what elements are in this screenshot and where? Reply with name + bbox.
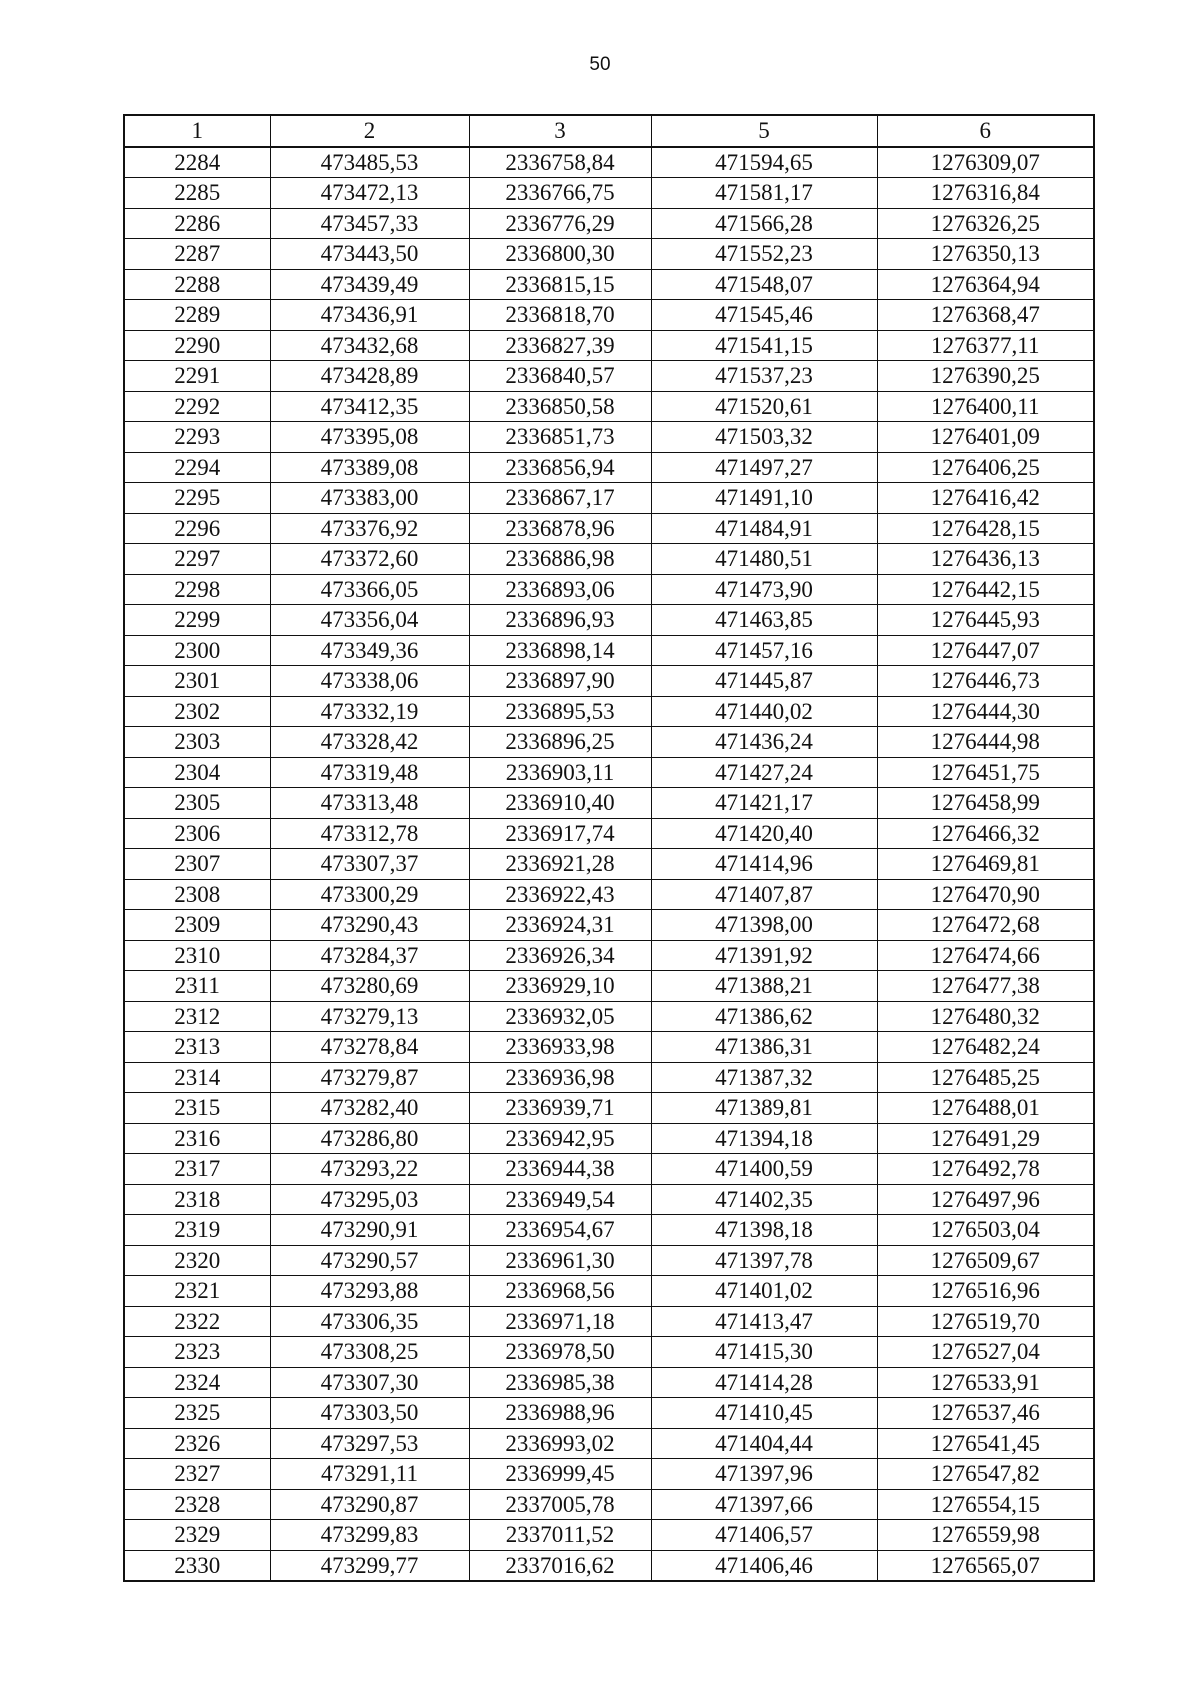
coord-cell: 2336932,05 [469, 1001, 651, 1032]
table-row [124, 1489, 1094, 1520]
coord-cell: 2336978,50 [469, 1337, 651, 1368]
coord-cell: 1276492,78 [877, 1154, 1094, 1185]
coord-cell: 473349,36 [270, 635, 469, 666]
coord-cell: 471397,78 [651, 1245, 877, 1276]
coord-cell: 1276446,73 [877, 666, 1094, 697]
coord-cell: 471388,21 [651, 971, 877, 1002]
coord-cell: 471541,15 [651, 330, 877, 361]
coord-cell: 471398,00 [651, 910, 877, 941]
coord-cell: 1276559,98 [877, 1520, 1094, 1551]
table-row [124, 239, 1094, 270]
coord-cell: 471503,32 [651, 422, 877, 453]
point-number-cell: 2291 [124, 361, 270, 392]
coord-cell: 1276470,90 [877, 879, 1094, 910]
point-number-cell: 2288 [124, 269, 270, 300]
coord-cell: 471548,07 [651, 269, 877, 300]
point-number-cell: 2325 [124, 1398, 270, 1429]
coord-cell: 473443,50 [270, 239, 469, 270]
point-number-cell: 2285 [124, 178, 270, 209]
coord-cell: 1276477,38 [877, 971, 1094, 1002]
coord-cell: 471436,24 [651, 727, 877, 758]
coord-cell: 471480,51 [651, 544, 877, 575]
coord-cell: 471420,40 [651, 818, 877, 849]
table-row [124, 1398, 1094, 1429]
point-number-cell: 2294 [124, 452, 270, 483]
coord-cell: 2336968,56 [469, 1276, 651, 1307]
coord-cell: 2336878,96 [469, 513, 651, 544]
coord-cell: 471581,17 [651, 178, 877, 209]
coord-cell: 1276497,96 [877, 1184, 1094, 1215]
point-number-cell: 2289 [124, 300, 270, 331]
coord-cell: 473278,84 [270, 1032, 469, 1063]
point-number-cell: 2284 [124, 147, 270, 178]
coord-cell: 473472,13 [270, 178, 469, 209]
table-row [124, 879, 1094, 910]
coord-cell: 471394,18 [651, 1123, 877, 1154]
coord-cell: 1276444,30 [877, 696, 1094, 727]
point-number-cell: 2295 [124, 483, 270, 514]
table-row [124, 635, 1094, 666]
table-row [124, 1032, 1094, 1063]
coord-cell: 471402,35 [651, 1184, 877, 1215]
table-row [124, 1001, 1094, 1032]
coord-cell: 2336840,57 [469, 361, 651, 392]
table-row [124, 1459, 1094, 1490]
coord-cell: 473432,68 [270, 330, 469, 361]
point-number-cell: 2307 [124, 849, 270, 880]
coord-cell: 1276458,99 [877, 788, 1094, 819]
point-number-cell: 2292 [124, 391, 270, 422]
coord-cell: 2336893,06 [469, 574, 651, 605]
coord-cell: 1276309,07 [877, 147, 1094, 178]
coord-cell: 473282,40 [270, 1093, 469, 1124]
point-number-cell: 2327 [124, 1459, 270, 1490]
coord-cell: 1276401,09 [877, 422, 1094, 453]
coord-cell: 2336896,25 [469, 727, 651, 758]
coord-cell: 473412,35 [270, 391, 469, 422]
coord-cell: 2336897,90 [469, 666, 651, 697]
coord-cell: 2336856,94 [469, 452, 651, 483]
point-number-cell: 2328 [124, 1489, 270, 1520]
coord-cell: 471491,10 [651, 483, 877, 514]
coord-cell: 473338,06 [270, 666, 469, 697]
coord-cell: 473439,49 [270, 269, 469, 300]
coord-cell: 2336985,38 [469, 1367, 651, 1398]
coord-cell: 473307,30 [270, 1367, 469, 1398]
coord-cell: 473328,42 [270, 727, 469, 758]
coord-cell: 471421,17 [651, 788, 877, 819]
coord-cell: 471445,87 [651, 666, 877, 697]
coord-cell: 471407,87 [651, 879, 877, 910]
coord-cell: 471484,91 [651, 513, 877, 544]
column-header: 3 [469, 115, 651, 147]
coord-cell: 471410,45 [651, 1398, 877, 1429]
coord-cell: 471406,46 [651, 1550, 877, 1581]
point-number-cell: 2317 [124, 1154, 270, 1185]
point-number-cell: 2304 [124, 757, 270, 788]
coord-cell: 2336867,17 [469, 483, 651, 514]
coord-cell: 473389,08 [270, 452, 469, 483]
table-row [124, 1154, 1094, 1185]
table-row [124, 300, 1094, 331]
point-number-cell: 2312 [124, 1001, 270, 1032]
coord-cell: 471520,61 [651, 391, 877, 422]
point-number-cell: 2319 [124, 1215, 270, 1246]
coord-cell: 473300,29 [270, 879, 469, 910]
table-row [124, 666, 1094, 697]
coord-cell: 2336954,67 [469, 1215, 651, 1246]
coord-cell: 471389,81 [651, 1093, 877, 1124]
point-number-cell: 2330 [124, 1550, 270, 1581]
coord-cell: 2336898,14 [469, 635, 651, 666]
table-row [124, 147, 1094, 178]
coord-cell: 1276527,04 [877, 1337, 1094, 1368]
coord-cell: 1276400,11 [877, 391, 1094, 422]
point-number-cell: 2302 [124, 696, 270, 727]
point-number-cell: 2305 [124, 788, 270, 819]
table-row [124, 208, 1094, 239]
coord-cell: 473290,43 [270, 910, 469, 941]
coord-cell: 473286,80 [270, 1123, 469, 1154]
coord-cell: 2336766,75 [469, 178, 651, 209]
table-row [124, 727, 1094, 758]
coord-cell: 471413,47 [651, 1306, 877, 1337]
coord-cell: 2336926,34 [469, 940, 651, 971]
point-number-cell: 2310 [124, 940, 270, 971]
coord-cell: 1276451,75 [877, 757, 1094, 788]
coord-cell: 471397,66 [651, 1489, 877, 1520]
coord-cell: 1276480,32 [877, 1001, 1094, 1032]
coord-cell: 473313,48 [270, 788, 469, 819]
coord-cell: 471552,23 [651, 239, 877, 270]
column-header: 5 [651, 115, 877, 147]
coord-cell: 1276326,25 [877, 208, 1094, 239]
coord-cell: 2336896,93 [469, 605, 651, 636]
point-number-cell: 2308 [124, 879, 270, 910]
coord-cell: 2336910,40 [469, 788, 651, 819]
table-row [124, 605, 1094, 636]
coord-cell: 473376,92 [270, 513, 469, 544]
coord-cell: 471427,24 [651, 757, 877, 788]
table-row [124, 1520, 1094, 1551]
coord-cell: 473383,00 [270, 483, 469, 514]
point-number-cell: 2301 [124, 666, 270, 697]
column-header: 2 [270, 115, 469, 147]
table-row [124, 1367, 1094, 1398]
coord-cell: 2336961,30 [469, 1245, 651, 1276]
coord-cell: 2336827,39 [469, 330, 651, 361]
coord-cell: 471473,90 [651, 574, 877, 605]
coord-cell: 1276516,96 [877, 1276, 1094, 1307]
coord-cell: 1276533,91 [877, 1367, 1094, 1398]
coord-cell: 1276554,15 [877, 1489, 1094, 1520]
coord-cell: 2336815,15 [469, 269, 651, 300]
coord-cell: 1276469,81 [877, 849, 1094, 880]
coord-cell: 2336949,54 [469, 1184, 651, 1215]
coord-cell: 2336776,29 [469, 208, 651, 239]
coord-cell: 2336936,98 [469, 1062, 651, 1093]
coord-cell: 1276364,94 [877, 269, 1094, 300]
coord-cell: 471440,02 [651, 696, 877, 727]
coord-cell: 473293,88 [270, 1276, 469, 1307]
coord-cell: 1276428,15 [877, 513, 1094, 544]
coord-cell: 2337016,62 [469, 1550, 651, 1581]
point-number-cell: 2324 [124, 1367, 270, 1398]
coord-cell: 1276565,07 [877, 1550, 1094, 1581]
coord-cell: 2336993,02 [469, 1428, 651, 1459]
coord-cell: 2336922,43 [469, 879, 651, 910]
coord-cell: 471537,23 [651, 361, 877, 392]
coord-cell: 1276537,46 [877, 1398, 1094, 1429]
coord-cell: 471398,18 [651, 1215, 877, 1246]
table-row [124, 1215, 1094, 1246]
point-number-cell: 2322 [124, 1306, 270, 1337]
coord-cell: 473290,87 [270, 1489, 469, 1520]
table-row [124, 391, 1094, 422]
coord-cell: 2336933,98 [469, 1032, 651, 1063]
coord-cell: 2336988,96 [469, 1398, 651, 1429]
coord-cell: 1276368,47 [877, 300, 1094, 331]
coord-cell: 473299,83 [270, 1520, 469, 1551]
table-row [124, 1184, 1094, 1215]
coord-cell: 1276316,84 [877, 178, 1094, 209]
coord-cell: 473428,89 [270, 361, 469, 392]
coord-cell: 471497,27 [651, 452, 877, 483]
coord-cell: 2336921,28 [469, 849, 651, 880]
table-row [124, 513, 1094, 544]
column-header: 1 [124, 115, 270, 147]
coord-cell: 471566,28 [651, 208, 877, 239]
table-row [124, 452, 1094, 483]
point-number-cell: 2326 [124, 1428, 270, 1459]
table-row [124, 1276, 1094, 1307]
table-row [124, 544, 1094, 575]
coord-cell: 1276541,45 [877, 1428, 1094, 1459]
table-row [124, 1550, 1094, 1581]
point-number-cell: 2309 [124, 910, 270, 941]
coord-cell: 1276416,42 [877, 483, 1094, 514]
coord-cell: 471387,32 [651, 1062, 877, 1093]
table-row [124, 1062, 1094, 1093]
coord-cell: 1276482,24 [877, 1032, 1094, 1063]
coord-cell: 471463,85 [651, 605, 877, 636]
coord-cell: 473290,57 [270, 1245, 469, 1276]
table-header [124, 115, 1094, 147]
coord-cell: 1276445,93 [877, 605, 1094, 636]
point-number-cell: 2323 [124, 1337, 270, 1368]
table-row [124, 422, 1094, 453]
header-row [124, 115, 1094, 147]
coord-cell: 1276472,68 [877, 910, 1094, 941]
coord-cell: 473332,19 [270, 696, 469, 727]
coord-cell: 473280,69 [270, 971, 469, 1002]
coord-cell: 1276444,98 [877, 727, 1094, 758]
coord-cell: 473299,77 [270, 1550, 469, 1581]
coord-cell: 471404,44 [651, 1428, 877, 1459]
page-number: 50 [589, 54, 611, 75]
table-row [124, 849, 1094, 880]
coord-cell: 2336903,11 [469, 757, 651, 788]
point-number-cell: 2316 [124, 1123, 270, 1154]
coord-cell: 473279,87 [270, 1062, 469, 1093]
column-header: 6 [877, 115, 1094, 147]
coord-cell: 2336939,71 [469, 1093, 651, 1124]
table-row [124, 1245, 1094, 1276]
point-number-cell: 2299 [124, 605, 270, 636]
coord-cell: 473295,03 [270, 1184, 469, 1215]
point-number-cell: 2293 [124, 422, 270, 453]
coord-cell: 471386,62 [651, 1001, 877, 1032]
point-number-cell: 2297 [124, 544, 270, 575]
coord-cell: 473436,91 [270, 300, 469, 331]
point-number-cell: 2318 [124, 1184, 270, 1215]
table-row [124, 910, 1094, 941]
table-row [124, 971, 1094, 1002]
coord-cell: 2336850,58 [469, 391, 651, 422]
point-number-cell: 2311 [124, 971, 270, 1002]
coord-cell: 2337005,78 [469, 1489, 651, 1520]
point-number-cell: 2321 [124, 1276, 270, 1307]
coord-cell: 473395,08 [270, 422, 469, 453]
table-row [124, 1428, 1094, 1459]
coord-cell: 473356,04 [270, 605, 469, 636]
coord-cell: 471401,02 [651, 1276, 877, 1307]
coord-cell: 471397,96 [651, 1459, 877, 1490]
table-row [124, 757, 1094, 788]
table-row [124, 788, 1094, 819]
table-row [124, 361, 1094, 392]
coord-cell: 473457,33 [270, 208, 469, 239]
coord-cell: 1276406,25 [877, 452, 1094, 483]
coordinates-table [123, 114, 1095, 1582]
coord-cell: 473312,78 [270, 818, 469, 849]
coord-cell: 473485,53 [270, 147, 469, 178]
coord-cell: 2336944,38 [469, 1154, 651, 1185]
table-row [124, 940, 1094, 971]
point-number-cell: 2303 [124, 727, 270, 758]
table-row [124, 1306, 1094, 1337]
table-row [124, 483, 1094, 514]
coord-cell: 473293,22 [270, 1154, 469, 1185]
coord-cell: 1276466,32 [877, 818, 1094, 849]
coord-cell: 2336895,53 [469, 696, 651, 727]
point-number-cell: 2298 [124, 574, 270, 605]
coord-cell: 2336886,98 [469, 544, 651, 575]
coord-cell: 473366,05 [270, 574, 469, 605]
coord-cell: 473308,25 [270, 1337, 469, 1368]
coord-cell: 2336942,95 [469, 1123, 651, 1154]
coord-cell: 2336971,18 [469, 1306, 651, 1337]
coord-cell: 1276377,11 [877, 330, 1094, 361]
coord-cell: 1276350,13 [877, 239, 1094, 270]
coord-cell: 471414,28 [651, 1367, 877, 1398]
table-row [124, 269, 1094, 300]
coord-cell: 1276447,07 [877, 635, 1094, 666]
point-number-cell: 2313 [124, 1032, 270, 1063]
table-row [124, 330, 1094, 361]
coord-cell: 1276488,01 [877, 1093, 1094, 1124]
coord-cell: 473307,37 [270, 849, 469, 880]
coord-cell: 1276503,04 [877, 1215, 1094, 1246]
coord-cell: 473284,37 [270, 940, 469, 971]
coord-cell: 2336851,73 [469, 422, 651, 453]
table-row [124, 696, 1094, 727]
coord-cell: 1276485,25 [877, 1062, 1094, 1093]
coord-cell: 473291,11 [270, 1459, 469, 1490]
coord-cell: 471594,65 [651, 147, 877, 178]
coord-cell: 1276491,29 [877, 1123, 1094, 1154]
coord-cell: 471386,31 [651, 1032, 877, 1063]
coord-cell: 471400,59 [651, 1154, 877, 1185]
coord-cell: 473290,91 [270, 1215, 469, 1246]
table-row [124, 1123, 1094, 1154]
table-row [124, 818, 1094, 849]
coord-cell: 471415,30 [651, 1337, 877, 1368]
point-number-cell: 2287 [124, 239, 270, 270]
table-row [124, 1093, 1094, 1124]
coord-cell: 473319,48 [270, 757, 469, 788]
table-row [124, 574, 1094, 605]
point-number-cell: 2300 [124, 635, 270, 666]
coord-cell: 2336800,30 [469, 239, 651, 270]
coord-cell: 1276390,25 [877, 361, 1094, 392]
coord-cell: 471406,57 [651, 1520, 877, 1551]
point-number-cell: 2329 [124, 1520, 270, 1551]
point-number-cell: 2315 [124, 1093, 270, 1124]
coord-cell: 2336924,31 [469, 910, 651, 941]
point-number-cell: 2320 [124, 1245, 270, 1276]
table-row [124, 1337, 1094, 1368]
coord-cell: 1276442,15 [877, 574, 1094, 605]
coord-cell: 2336999,45 [469, 1459, 651, 1490]
coord-cell: 1276436,13 [877, 544, 1094, 575]
coord-cell: 471545,46 [651, 300, 877, 331]
point-number-cell: 2290 [124, 330, 270, 361]
point-number-cell: 2286 [124, 208, 270, 239]
coord-cell: 473372,60 [270, 544, 469, 575]
coord-cell: 2337011,52 [469, 1520, 651, 1551]
coord-cell: 1276547,82 [877, 1459, 1094, 1490]
coord-cell: 1276519,70 [877, 1306, 1094, 1337]
table-row [124, 178, 1094, 209]
coord-cell: 471391,92 [651, 940, 877, 971]
coord-cell: 2336758,84 [469, 147, 651, 178]
coord-cell: 471457,16 [651, 635, 877, 666]
point-number-cell: 2296 [124, 513, 270, 544]
coord-cell: 2336917,74 [469, 818, 651, 849]
coord-cell: 473306,35 [270, 1306, 469, 1337]
coord-cell: 2336929,10 [469, 971, 651, 1002]
point-number-cell: 2306 [124, 818, 270, 849]
coord-cell: 473303,50 [270, 1398, 469, 1429]
coord-cell: 1276509,67 [877, 1245, 1094, 1276]
coord-cell: 471414,96 [651, 849, 877, 880]
coord-cell: 2336818,70 [469, 300, 651, 331]
coord-cell: 1276474,66 [877, 940, 1094, 971]
coord-cell: 473297,53 [270, 1428, 469, 1459]
coord-cell: 473279,13 [270, 1001, 469, 1032]
table-body [124, 147, 1094, 1582]
point-number-cell: 2314 [124, 1062, 270, 1093]
